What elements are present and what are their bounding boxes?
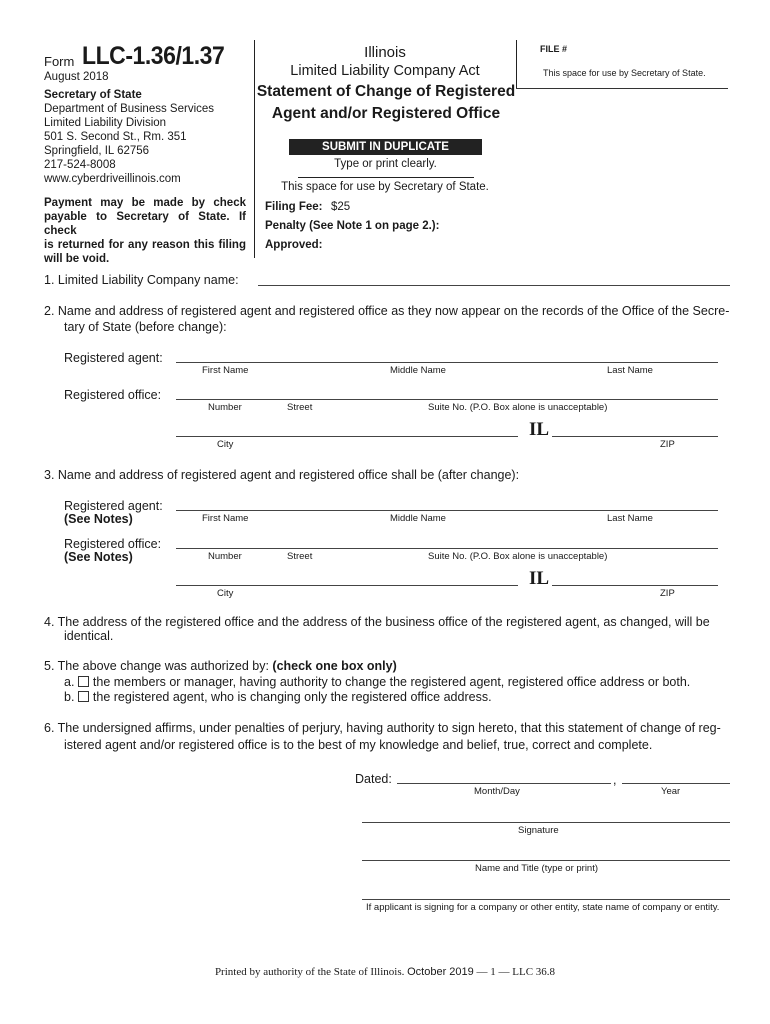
first-name-label: First Name — [202, 513, 249, 524]
middle-name-label: Middle Name — [390, 365, 446, 376]
year-label: Year — [661, 786, 681, 797]
year-field[interactable] — [622, 783, 730, 784]
item-6-line2: istered agent and/or registered office is to the best of my knowledge and belief, true, correct and complete. — [64, 738, 653, 752]
signature-label: Signature — [518, 825, 559, 836]
agency-line: 501 S. Second St., Rm. 351 — [44, 131, 187, 143]
last-name-label: Last Name — [607, 365, 653, 376]
agency-line: Department of Business Services — [44, 103, 215, 115]
agency-line: Limited Liability Division — [44, 117, 167, 129]
payment-note-line: Payment may be made by check — [44, 197, 246, 209]
item-4-line2: identical. — [64, 629, 114, 643]
item-4-line1: 4. The address of the registered office and the address of the business office of the registered agent, as changed, will be — [44, 615, 710, 629]
agency-line: Springfield, IL 62756 — [44, 145, 150, 157]
state-il-before: IL — [529, 419, 550, 440]
option-b-letter: b. — [64, 690, 75, 704]
agency-block — [44, 88, 254, 186]
file-space-note: This space for use by Secretary of State. — [543, 68, 706, 78]
item-1-label: 1. Limited Liability Company name: — [44, 273, 239, 287]
option-a-checkbox[interactable] — [78, 676, 89, 687]
item-3-label: 3. Name and address of registered agent and registered office shall be (after change): — [44, 468, 520, 482]
registered-office-before-field[interactable] — [176, 399, 718, 400]
state-name: Illinois — [364, 44, 406, 61]
payment-note-line: is returned for any reason this filing — [44, 239, 246, 251]
printed-by: Printed by authority of the State of Illinois. — [214, 966, 405, 978]
registered-office-label-after: Registered office: — [64, 537, 162, 551]
zip-label: ZIP — [660, 588, 675, 599]
dated-label: Dated: — [355, 772, 392, 786]
registered-agent-label-before: Registered agent: — [64, 351, 163, 365]
penalty-label: Penalty (See Note 1 on page 2.): — [265, 220, 440, 232]
city-before-field[interactable] — [176, 436, 518, 437]
item-2-line1: 2. Name and address of registered agent and registered office as they now appear on the records of the Office of the Secre- — [44, 304, 730, 318]
city-label: City — [217, 588, 234, 599]
print-date: October 2019 — [407, 966, 474, 978]
page-marker: — 1 — — [476, 966, 510, 978]
last-name-label: Last Name — [607, 513, 653, 524]
act-name: Limited Liability Company Act — [290, 63, 480, 79]
option-b-row — [64, 689, 492, 705]
file-number-label: FILE # — [540, 44, 568, 54]
option-b-text: the registered agent, who is changing only the registered office address. — [92, 690, 492, 704]
registered-office-label-before: Registered office: — [64, 388, 162, 402]
title-underline — [298, 177, 474, 178]
zip-after-field[interactable] — [552, 585, 718, 586]
form-number: LLC-1.36/1.37 — [82, 42, 225, 70]
approved-label: Approved: — [265, 239, 323, 251]
registered-agent-before-field[interactable] — [176, 362, 718, 363]
city-label: City — [217, 439, 234, 450]
sos-space-note: This space for use by Secretary of State. — [281, 181, 489, 193]
zip-before-field[interactable] — [552, 436, 718, 437]
name-title-label: Name and Title (type or print) — [475, 863, 599, 874]
option-a-letter: a. — [64, 675, 75, 689]
option-a-row — [64, 674, 690, 690]
city-after-field[interactable] — [176, 585, 518, 586]
payment-note — [44, 196, 246, 266]
number-label: Number — [208, 551, 242, 562]
registered-agent-label-after: Registered agent: — [64, 499, 163, 513]
suite-label: Suite No. (P.O. Box alone is unacceptable) — [428, 402, 608, 413]
option-a-text: the members or manager, having authority to change the registered agent, registered office address or both. — [92, 675, 691, 689]
filing-fee-label: Filing Fee: — [265, 201, 323, 213]
revision-date: August 2018 — [44, 71, 109, 83]
street-label: Street — [287, 402, 313, 413]
registered-agent-after-field[interactable] — [176, 510, 718, 511]
form-title-line2: Agent and/or Registered Office — [271, 105, 501, 122]
item-5-instruction: (check one box only) — [272, 659, 397, 673]
street-label: Street — [287, 551, 313, 562]
name-title-field[interactable] — [362, 860, 730, 861]
see-notes-office: (See Notes) — [64, 550, 133, 564]
zip-label: ZIP — [660, 439, 675, 450]
item-6-line1: 6. The undersigned affirms, under penalties of perjury, having authority to sign hereto, that this statement of change of reg- — [44, 721, 721, 735]
header-divider-right — [516, 40, 517, 88]
first-name-label: First Name — [202, 365, 249, 376]
state-il-after: IL — [529, 568, 550, 589]
filing-fee-value: $25 — [331, 201, 351, 213]
entity-note: If applicant is signing for a company or other entity, state name of company or entity. — [366, 902, 720, 913]
header-divider-left — [254, 40, 255, 258]
number-label: Number — [208, 402, 242, 413]
item-5-lead: 5. The above change was authorized by: — [44, 659, 273, 673]
entity-name-field[interactable] — [362, 899, 730, 900]
month-day-label: Month/Day — [474, 786, 520, 797]
print-code: LLC 36.8 — [512, 966, 556, 978]
date-comma: , — [613, 773, 617, 787]
month-day-field[interactable] — [397, 783, 611, 784]
file-box-bottom — [516, 88, 728, 89]
option-b-checkbox[interactable] — [78, 691, 89, 702]
agency-line: 217-524-8008 — [44, 159, 116, 171]
registered-office-after-field[interactable] — [176, 548, 718, 549]
item-5-label — [44, 658, 397, 674]
form-word: Form — [44, 54, 75, 69]
middle-name-label: Middle Name — [390, 513, 446, 524]
print-footer — [0, 966, 770, 978]
payment-note-line: will be void. — [44, 253, 110, 265]
agency-name: Secretary of State — [44, 89, 142, 101]
type-print-note: Type or print clearly. — [334, 158, 437, 170]
payment-note-line: payable to Secretary of State. If check — [44, 211, 246, 237]
submit-in-duplicate-banner: SUBMIT IN DUPLICATE — [289, 139, 482, 155]
suite-label: Suite No. (P.O. Box alone is unacceptable) — [428, 551, 608, 562]
form-title-line1: Statement of Change of Registered — [256, 83, 516, 100]
llc-name-field[interactable] — [258, 285, 730, 286]
agency-website: www.cyberdriveillinois.com — [44, 173, 181, 185]
signature-field[interactable] — [362, 822, 730, 823]
see-notes-agent: (See Notes) — [64, 512, 133, 526]
item-2-line2: tary of State (before change): — [64, 320, 227, 334]
